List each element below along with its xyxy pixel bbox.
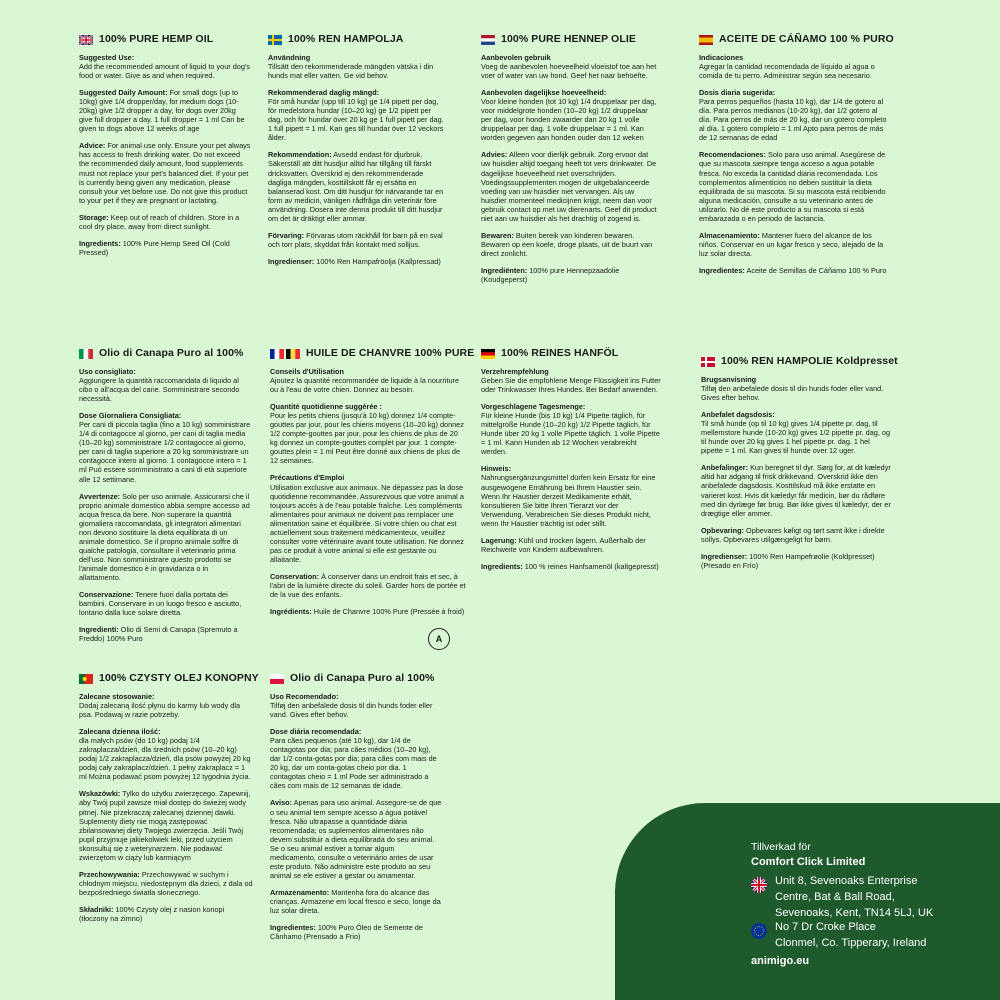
paragraph-heading: Ingredienti: (79, 625, 119, 635)
paragraph-heading: Conseils d'Utilisation (270, 367, 344, 377)
paragraph-text: Kun beregnet til dyr. Sørg for, at dit kæledyr altid har adgang til frisk drikkevand. Overskrid ikke den anbefalede dagsdosis. Kosttilskud må ikke erstatte en varieret kost. Hvis dit kæledyr får medicin, bør du rådføre med din dyrlæge før brug. Bør ikke gives til kæledyr, der er drægtige eller ammer. (701, 463, 891, 518)
paragraph-text: Ajoutez la quantité recommandée de liquide à la nourriture ou à l'eau de votre chien. Donnez au besoin. (270, 376, 460, 395)
section-pt (270, 672, 442, 949)
paragraph-heading: Advies: (481, 150, 508, 160)
paragraph-text: 100% Czysty olej z nasion konopi (tłoczony na zimno) (79, 904, 225, 923)
paragraph-text: Keep out of reach of children. Store in a cool dry place, away from direct sunlight. (79, 212, 240, 231)
denmark-flag-icon (701, 357, 715, 367)
info-paragraph (481, 150, 657, 222)
paragraph-heading: Suggested Daily Amount: (79, 88, 168, 98)
info-paragraph (270, 367, 466, 394)
info-paragraph (79, 141, 251, 204)
info-paragraph (79, 590, 251, 617)
paragraph-heading: Ingredientes: (699, 265, 745, 275)
info-paragraph (699, 53, 889, 80)
paragraph-heading: Ingredients: (79, 238, 121, 248)
netherlands-flag-icon (481, 35, 495, 45)
info-paragraph (270, 923, 442, 941)
info-paragraph (481, 266, 657, 284)
paragraph-heading: Recomendaciones: (699, 150, 766, 160)
section-nl (481, 33, 657, 292)
company-name: Comfort Click Limited (751, 856, 866, 868)
info-paragraph (79, 367, 251, 403)
section-title: HUILE DE CHANVRE 100% PURE (306, 347, 475, 359)
paragraph-heading: Avvertenze: (79, 491, 121, 501)
info-paragraph (79, 625, 251, 643)
info-paragraph (79, 789, 253, 861)
paragraph-heading: Aviso: (270, 798, 293, 808)
paragraph-text: Voor kleine honden (tot 10 kg) 1/4 druppelaar per dag, voor middelgrote honden (10–20 kg) 1/2 druppelaar per dag, voor honden zwaarder dan 20 kg 1 volle druppelaar per dag. 1 volle druppelaar = 1 ml. Kan worden gegeven aan honden ouder dan 12 weken (481, 97, 657, 143)
paragraph-text: À conserver dans un endroit frais et sec, à l'abri de la lumière directe du soleil. Garder hors de portée et de la vue des enfants. (270, 571, 466, 600)
paragraph-text: Alleen voor dierlijk gebruik. Zorg ervoor dat uw huisdier altijd toegang heeft tot vers drinkwater. De dagelijkse hoeveelheid niet overschrijden. Voedingssupplementen mogen de uitgebalanceerde voeding van uw huisdier niet vervangen. Als uw huisdier momenteel medicijnen krijgt, neem dan voor gebruik contact op met uw dierenarts. Geef dit product niet aan uw huisdier als het drachtig of zogend is. (481, 150, 657, 223)
info-paragraph (270, 473, 466, 563)
paragraph-text: Przechowywać w suchym i chłodnym miejscu, niedostępnym dla dzieci, z dala od bezpośredniego światła słonecznego. (79, 869, 253, 897)
uk-address-line: Unit 8, Sevenoaks Enterprise (775, 875, 918, 887)
paragraph-heading: Quantité quotidienne suggérée : (270, 402, 382, 412)
paragraph-heading: Ingredients: (481, 561, 523, 571)
paragraph-text: Olio di Semi di Canapa (Spremuto a Freddo) 100% Puro (79, 625, 238, 644)
paragraph-text: Tillsätt den rekommenderade mängden vätska i din hunds mat eller vatten. Ge vid behov. (268, 62, 434, 81)
paragraph-heading: Zalecana dzienna ilość: (79, 727, 161, 737)
info-paragraph (268, 150, 444, 222)
info-paragraph (481, 231, 657, 258)
section-title: 100% REN HAMPOLIE Koldpresset (721, 355, 898, 367)
company-info-panel (615, 803, 1000, 1000)
info-paragraph (481, 536, 661, 554)
germany-flag-icon (481, 349, 495, 359)
info-paragraph (270, 692, 442, 719)
paragraph-heading: Förvaring: (268, 230, 305, 240)
uk-address (751, 874, 933, 922)
paragraph-text: Til små hunde (op til 10 kg) gives 1/4 pipette pr. dag, til mellemstore hunde (10-20 kg) gives 1/2 pipette pr. dag, og til hunde over 20 kg gives 1 hel pipette pr. dag. 1 hel pipette = 1 ml. Kan gives til hunde over 12 uger. (701, 419, 891, 456)
section-title: Olio di Canapa Puro al 100% (290, 672, 435, 684)
paragraph-text: 100% Pure Hemp Seed Oil (Cold Pressed) (79, 238, 230, 257)
paragraph-heading: Précautions d'Emploi (270, 473, 345, 483)
spain-flag-icon (699, 35, 713, 45)
paragraph-text: Dodaj zalecaną ilość płynu do karmy lub wody dla psa. Podawaj w razie potrzeby. (79, 701, 241, 720)
paragraph-heading: Anbefalet dagsdosis: (701, 410, 775, 420)
info-paragraph (79, 727, 253, 781)
info-paragraph (701, 552, 891, 570)
paragraph-text: Solo per uso animale. Assicurarsi che il proprio animale domestico abbia sempre accesso ad acqua fresca da bere. Non superare la quantità giornaliera raccomandata, gli integratori alimentari non devono sostituire la dieta equilibrata di un animale domestico. Se il proprio animale soffre di qualche patologia, consultare il veterinario prima dell'uso. Non somministrare questo prodotto se l'animale domestico è in gravidanza o in allattamento. (79, 491, 250, 582)
paragraph-text: Tilføj den anbefalede dosis til din hunds foder eller vand. Gives efter behov. (270, 701, 433, 720)
paragraph-text: Huile de Chanvre 100% Pure (Pressée à froid) (313, 607, 465, 617)
paragraph-text: 100 % reines Hanfsamenöl (kaltgepresst) (524, 561, 659, 571)
brand-logo-icon: A (428, 628, 450, 650)
paragraph-heading: Hinweis: (481, 464, 512, 474)
uk-address-line: Centre, Bat & Ball Road, (775, 890, 895, 903)
info-paragraph (270, 888, 442, 915)
paragraph-heading: Storage: (79, 212, 109, 222)
paragraph-text: 100% Puro Óleo de Semente de Cânhamo (Prensado a Frio) (270, 923, 423, 942)
paragraph-text: För små hundar (upp till 10 kg) ge 1/4 pipett per dag, för medelstora hundar (10–20 kg) ge 1/2 pipett per dag, och för hundar över 20 kg ge 1 full pipett per dag. 1 full pipett = 1 ml. Kan ges till hundar över 12 veckors ålder. (268, 97, 444, 143)
paragraph-heading: Suggested Use: (79, 53, 135, 63)
paragraph-heading: Dosis diaria sugerida: (699, 88, 776, 98)
info-paragraph (481, 367, 661, 394)
paragraph-text: Tenere fuori dalla portata dei bambini. Conservare in un luogo fresco e asciutto, lontano dalla luce solare diretta. (79, 590, 242, 618)
paragraph-text: Pour les petits chiens (jusqu'à 10 kg) donnez 1/4 compte-gouttes par jour, pour les chiens moyens (10–20 kg) donnez 1/2 compte-gouttes par jour, pour les chiens de plus de 20 kg donnez un compte-gouttes complet par jour. 1 compte-gouttes plein = 1 ml Peut être donné aux chiens de plus de 12 semaines. (270, 411, 464, 466)
paragraph-text: For animal use only. Ensure your pet always has access to fresh drinking water. Do not exceed the recommended daily amount, food supplements must not replace your pet's balanced diet. If your pet is currently being given any medication, please consult your vet before use. Do not give this product to your pet if they are pregnant or lactating. (79, 141, 251, 205)
section-sv (268, 33, 444, 274)
info-paragraph (699, 88, 889, 142)
info-paragraph (699, 150, 889, 222)
paragraph-heading: Brugsanvisning (701, 375, 757, 385)
paragraph-text: Aceite de Semillas de Cáñamo 100 % Puro (746, 265, 887, 275)
paragraph-text: Aggiungere la quantità raccomandata di liquido al cibo o all'acqua del cane. Somministrare secondo necessità. (79, 376, 240, 404)
info-paragraph (79, 411, 251, 483)
paragraph-heading: Aanbevolen gebruik (481, 53, 551, 63)
uk-address-line: Sevenoaks, Kent, TN14 5LJ, UK (775, 906, 934, 919)
eu-address-line: No 7 Dr Croke Place (775, 921, 876, 933)
website-link[interactable]: animigo.eu (751, 955, 810, 967)
paragraph-heading: Aanbevolen dagelijkse hoeveelheid: (481, 88, 607, 98)
paragraph-heading: Zalecane stosowanie: (79, 692, 155, 702)
paragraph-text: Para perros pequeños (hasta 10 kg), dar 1/4 de gotero al día. Para perros medianos (10-20 kg), dar 1/2 gotero al día. Para perros de más de 20 kg, dar un gotero completo al día. 1 gotero completo = 1 ml Apto para perros de más de 12 semanas de edad (699, 97, 887, 143)
paragraph-text: Voeg de aanbevolen hoeveelheid vloeistof toe aan het voer of water van uw hond. Geef het naar behoefte. (481, 62, 657, 81)
paragraph-heading: Verzehrempfehlung (481, 367, 549, 377)
paragraph-text: Solo para uso animal. Asegúrese de que su mascota siempre tenga acceso a agua potable fresca. No exceda la cantidad diaria recomendada. Los complementos alimenticios no deben sustituir la dieta equilibrada de su mascota. Si su mascota está recibiendo alguna medicación, consulte a su veterinario antes de utilizarlo. No dé este producto a su mascota si está embarazada o en periodo de lactancia. (699, 150, 886, 223)
info-paragraph (701, 375, 891, 402)
info-paragraph (268, 88, 444, 142)
section-fr (270, 347, 475, 624)
paragraph-heading: Anbefalinger: (701, 463, 749, 473)
paragraph-heading: Rekommendation: (268, 150, 332, 160)
section-title: ACEITE DE CÁÑAMO 100 % PURO (719, 33, 894, 45)
uk-round-flag-icon (751, 877, 767, 893)
section-en (79, 33, 251, 265)
paragraph-text: For small dogs (up to 10kg) give 1/4 dropper/day, for medium dogs (10-20kg) give 1/2 dropper a day, for dogs over 20kg give full dropper a day. 1 full dropper = 1 ml Can be given to dogs above 12 weeks of age (79, 88, 245, 134)
info-paragraph (481, 562, 661, 571)
paragraph-heading: Dose Giornaliera Consigliata: (79, 411, 182, 421)
info-paragraph (79, 213, 251, 231)
italy-flag-icon (79, 349, 93, 359)
belgium-flag-icon (286, 349, 300, 359)
paragraph-heading: Indicaciones (699, 53, 744, 63)
info-paragraph (79, 239, 251, 257)
section-title: 100% PURE HENNEP OLIE (501, 33, 636, 45)
paragraph-heading: Uso consigliato: (79, 367, 136, 377)
paragraph-text: 100% Ren Hampafröolja (Kallpressad) (316, 256, 441, 266)
section-title: 100% PURE HEMP OIL (99, 33, 214, 45)
info-paragraph (701, 526, 891, 544)
paragraph-heading: Ingredientes: (270, 923, 316, 933)
info-paragraph (270, 798, 442, 879)
made-for-label: Tillverkad för (751, 841, 811, 853)
paragraph-heading: Armazenamento: (270, 887, 330, 897)
paragraph-heading: Przechowywania: (79, 869, 140, 879)
info-paragraph (270, 402, 466, 465)
paragraph-text: Tilføj den anbefalede dosis til din hunds foder eller vand. Gives efter behov. (701, 384, 884, 403)
paragraph-heading: Rekommenderad daglig mängd: (268, 88, 380, 98)
paragraph-heading: Wskazówki: (79, 789, 121, 799)
paragraph-heading: Lagerung: (481, 535, 517, 545)
paragraph-text: Kühl und trocken lagern. Außerhalb der Reichweite von Kindern aufbewahren. (481, 535, 646, 554)
paragraph-text: Für kleine Hunde (bis 10 kg) 1/4 Pipette täglich, für mittelgroße Hunde (10–20 kg) 1/2 Pipette täglich, für Hunde über 20 kg 1 volle Pipette täglich. 1 volle Pipette = 1 ml. Kann Hunden ab 12 Wochen verabreicht werden. (481, 411, 660, 457)
info-paragraph (268, 231, 444, 249)
section-title: Olio di Canapa Puro al 100% (99, 347, 244, 359)
info-paragraph (79, 692, 253, 719)
paragraph-heading: Uso Recomendado: (270, 692, 339, 702)
info-paragraph (270, 572, 466, 599)
paragraph-heading: Conservation: (270, 571, 320, 581)
paragraph-heading: Ingrédients: (270, 607, 312, 617)
section-es (699, 33, 894, 283)
paragraph-text: 100% pure Hennepzaadolie (Koudgeperst) (481, 265, 620, 284)
paragraph-heading: Opbevaring: (701, 525, 744, 535)
info-paragraph (481, 53, 657, 80)
section-da (701, 355, 898, 578)
eu-round-flag-icon (751, 923, 767, 939)
info-paragraph (268, 257, 444, 266)
paragraph-text: Mantenha fora do alcance das crianças. Armazene em local fresco e seco, longe da luz solar direta. (270, 887, 441, 915)
paragraph-text: Tylko do użytku zwierzęcego. Zapewnij, aby Twój pupil zawsze miał dostęp do świeżej wody pitnej. Nie przekraczaj zalecanej dziennej dawki. Suplementy diety nie mogą zastępować zbilansowanej diety Twojego zwierzęcia. Jeśli Twój pupil przyjmuje jakiekolwiek leki, przed użyciem skonsultuj się z weterynarzem. Nie podawać zwierzętom w ciąży lub karmiącym (79, 789, 251, 862)
section-title: 100% REN HAMPOLJA (288, 33, 404, 45)
paragraph-heading: Vorgeschlagene Tagesmenge: (481, 402, 586, 412)
info-paragraph (481, 88, 657, 142)
paragraph-text: dla małych psów (do 10 kg) podaj 1/4 zakraplacza/dzień, dla średnich psów (10–20 kg) podaj 1/2 zakraplacza/dzień, dla psów powyżej 20 kg podaj cały zakraplacz/dzień. 1 pełny zakraplacz = 1 ml Można podawać psom powyżej 12 tygodnia życia. (79, 736, 251, 782)
paragraph-text: Para cães pequenos (até 10 kg), dar 1/4 de contagotas por dia; para cães médios (10–20 kg), dar 1/2 conta-gotas por dia; para cães com mais de 20 kg, dar um conta-gotas cheio por dia. 1 contagotas cheio = 1 ml Pode ser administrado a cães com mais de 12 semanas de idade. (270, 736, 437, 791)
paragraph-text: Add the recommended amount of liquid to your dog's food or water. Give as and when required. (79, 62, 250, 81)
paragraph-text: Agregar la cantidad recomendada de líquido al agua o comida de tu perro. Administrar según sea necesario. (699, 62, 875, 81)
eu-address (751, 920, 926, 952)
info-paragraph (79, 88, 251, 133)
info-paragraph (79, 905, 253, 923)
paragraph-heading: Bewaren: (481, 230, 514, 240)
france-flag-icon (270, 349, 284, 359)
info-paragraph (270, 607, 466, 616)
paragraph-text: 100% Ren Hampefrøolie (Koldpresset) (Presado en Frío) (701, 551, 875, 570)
info-paragraph (79, 492, 251, 582)
paragraph-heading: Almacenamiento: (699, 230, 760, 240)
paragraph-text: Avsedd endast för djurbruk. Säkerställ att ditt husdjur alltid har tillgång till färskt dricksvatten. Överskrid ej den rekommenderade dagliga mängden, kosttillskott får ej ersätta en balanserad kost. Om ditt husdjur för närvarande tar en form av medicin, vänligen rådfråga din veterinär före användning. Dosera inte denna produkt till ditt husdjur om det är dräktigt eller ammar. (268, 150, 444, 223)
paragraph-heading: Dose diária recomendada: (270, 727, 362, 737)
section-pl (79, 672, 259, 931)
poland-flag-icon (270, 674, 284, 684)
section-title: 100% REINES HANFÖL (501, 347, 619, 359)
info-paragraph (699, 231, 889, 258)
paragraph-heading: Ingredienser: (701, 551, 748, 561)
info-paragraph (79, 870, 253, 897)
paragraph-text: Nahrungsergänzungsmittel dürfen kein Ersatz für eine ausgewogene Ernährung bei Ihrem Haustier sein. Wenn Ihr Haustier derzeit Medikamente erhält, konsultieren Sie bitte Ihren Tierarzt vor der Verwendung. Verabreichen Sie dieses Produkt nicht, wenn Ihr Haustier trächtig ist oder stillt. (481, 473, 656, 528)
portugal-flag-icon (79, 674, 93, 684)
paragraph-text: Apenas para uso animal. Assegure-se de que o seu animal tem sempre acesso a água potável fresca. Não ultrapasse a quantidade diária recomendada; os suplementos alimentares não devem substituir a dieta equilibrada do seu animal. Se o seu animal estiver a tomar algum medicamento, consulte o veterinário antes de usar este produto. Não administre este produto ao seu animal se ele estiver a gestar ou amamentar. (270, 798, 442, 880)
paragraph-heading: Användning (268, 53, 311, 63)
uk-flag-icon (79, 35, 93, 45)
paragraph-heading: Advice: (79, 141, 106, 151)
paragraph-text: Utilisation exclusive aux animaux. Ne dépassez pas la dose quotidienne recommandée. Assurezvous que votre animal a toujours accès à de l'eau potable fraîche. Les compléments alimentaires pour animaux ne doivent pas remplacer une alimentation saine et équilibrée. Si votre chien ou chat est actuellement sous traitement médicamenteux, veuillez consulter votre vétérinaire avant toute utilisation. Ne donnez pas ce produit à votre animal si elle est gestante ou allaitante. (270, 482, 464, 564)
section-title: 100% CZYSTY OLEJ KONOPNY (99, 672, 259, 684)
paragraph-text: Per cani di piccola taglia (fino a 10 kg) somministrare 1/4 di contagocce al giorno, per cani di taglia media (10–20 kg) somministrare 1/2 contagocce al giorno, per cani di taglia superiore a 20 kg somministrare un contagocce intero al giorno. 1 contagocce intero = 1 ml Può essere somministrato a cani di età superiore alle 12 settimane. (79, 420, 251, 484)
paragraph-heading: Składniki: (79, 904, 114, 914)
info-paragraph (481, 464, 661, 527)
info-paragraph (270, 727, 442, 790)
paragraph-text: Mantener fuera del alcance de los niños. Conservar en un lugar fresco y seco, alejado de la luz solar directa. (699, 230, 884, 258)
info-paragraph (701, 410, 891, 455)
paragraph-heading: Ingrediënten: (481, 265, 528, 275)
sweden-flag-icon (268, 35, 282, 45)
paragraph-text: Buiten bereik van kinderen bewaren. Bewaren op een koele, droge plaats, uit de buurt van direct zonlicht. (481, 230, 653, 258)
paragraph-text: Förvaras utom räckhåll för barn på en sval och torr plats, skyddat från kontakt med solljus. (268, 230, 443, 249)
info-paragraph (79, 53, 251, 80)
paragraph-text: Opbevares køligt og tørt samt ikke i direkte sollys. Opbevares utilgængeligt for børn. (701, 525, 885, 544)
paragraph-text: Geben Sie die empfohlene Menge Flüssigkeit ins Futter oder Trinkwasser Ihres Hundes. Bei Bedarf anwenden. (481, 376, 661, 395)
section-de (481, 347, 661, 579)
info-paragraph (699, 266, 889, 275)
info-paragraph (268, 53, 444, 80)
eu-address-line: Clonmel, Co. Tipperary, Ireland (775, 936, 927, 949)
info-paragraph (481, 402, 661, 456)
paragraph-heading: Ingredienser: (268, 256, 315, 266)
info-paragraph (701, 463, 891, 517)
section-it (79, 347, 251, 651)
paragraph-heading: Conservazione: (79, 590, 134, 600)
